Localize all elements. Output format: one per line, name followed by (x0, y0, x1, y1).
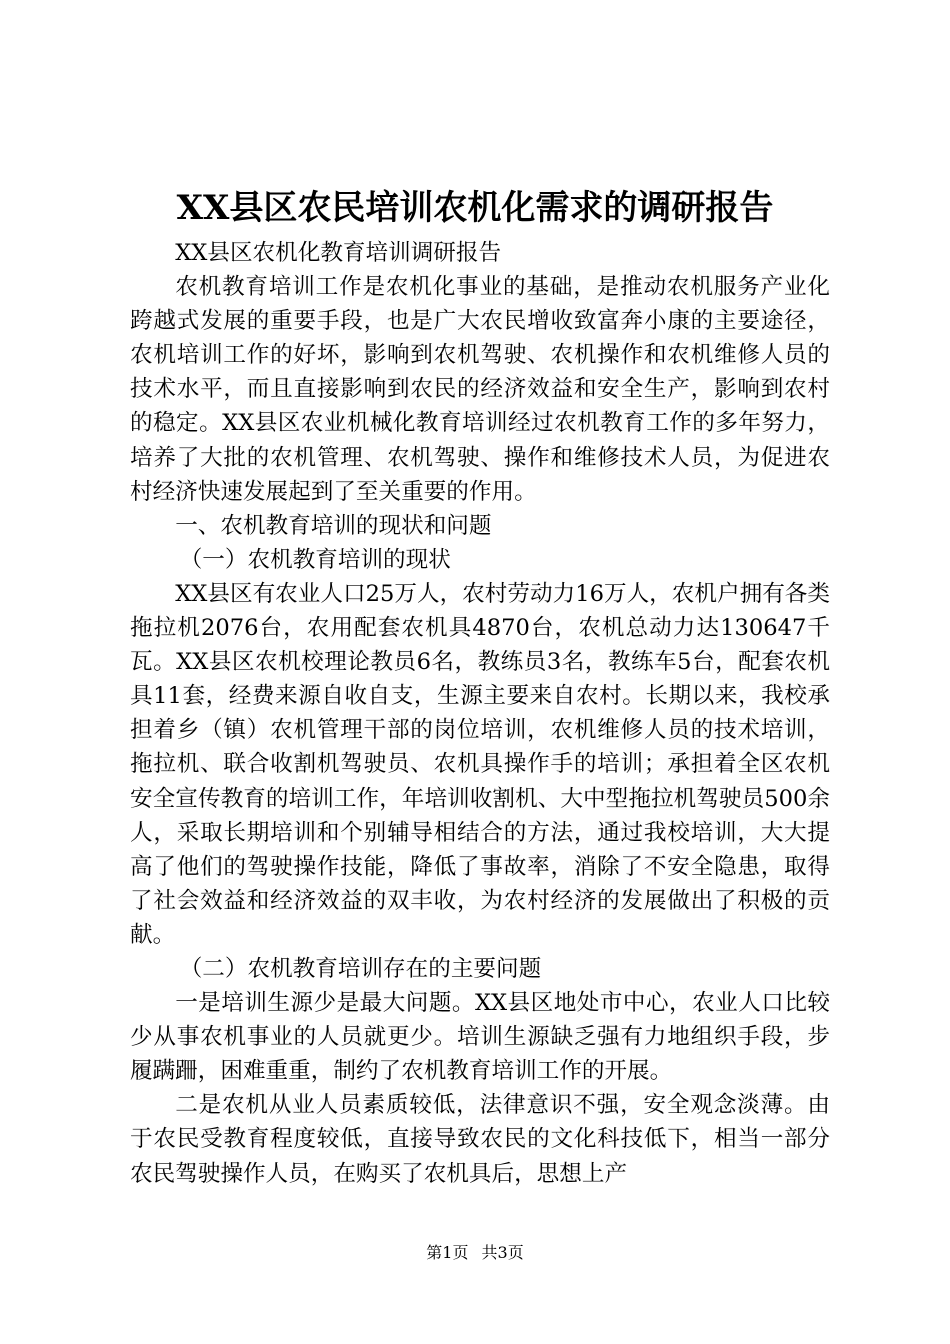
subsection-heading-1: （一）农机教育培训的现状 (179, 546, 451, 573)
paragraph-subtitle: XX县区农机化教育培训调研报告 (175, 240, 502, 266)
paragraph-problem-1: 一是培训生源少是最大问题。XX县区地处市中心，农业人口比较少从事农机事业的人员就更少。培训生源缺乏强有力地组织手段，步履蹒跚，困难重重，制约了农机教育培训工作的开展。 (130, 990, 830, 1085)
page-footer (0, 1242, 950, 1264)
paragraph-problem-2: 二是农机从业人员素质较低，法律意识不强，安全观念淡薄。由于农民受教育程度较低，直接导致农民的文化科技低下，相当一部分农民驾驶操作人员，在购买了农机具后，思想上产 (130, 1092, 830, 1187)
section-heading-1: 一、农机教育培训的现状和问题 (175, 512, 492, 539)
document-body (130, 236, 830, 1191)
paragraph-status: XX县区有农业人口25万人，农村劳动力16万人，农机户拥有各类拖拉机2076台，农用配套农机具4870台，农机总动力达130647千瓦。XX县区农机校理论教员6名，教练员3名，教练车5台，配套农机具11套，经费来源自收自支，生源主要来自农村。长期以来，我校承担着乡（镇）农机管理干部的岗位培训，农机维修人员的技术培训，拖拉机、联合收割机驾驶员、农机具操作手的培训；承担着全区农机安全宣传教育的培训工作，年培训收割机、大中型拖拉机驾驶员500余人，采取长期培训和个别辅导相结合的方法，通过我校培训，大大提高了他们的驾驶操作技能，降低了事故率，消除了不安全隐患，取得了社会效益和经济效益的双丰收，为农村经济的发展做出了积极的贡献。 (130, 580, 830, 948)
document-title: XX县区农民培训农机化需求的调研报告 (176, 188, 774, 228)
page-number: 第1页 (426, 1243, 469, 1262)
subsection-heading-2: （二）农机教育培训存在的主要问题 (179, 955, 542, 982)
page-total: 共3页 (481, 1243, 524, 1262)
paragraph-intro: 农机教育培训工作是农机化事业的基础，是推动农机服务产业化跨越式发展的重要手段，也是广大农民增收致富奔小康的主要途径，农机培训工作的好坏，影响到农机驾驶、农机操作和农机维修人员的技术水平，而且直接影响到农民的经济效益和安全生产，影响到农村的稳定。XX县区农业机械化教育培训经过农机教育工作的多年努力，培养了大批的农机管理、农机驾驶、操作和维修技术人员，为促进农村经济快速发展起到了至关重要的作用。 (130, 274, 830, 505)
